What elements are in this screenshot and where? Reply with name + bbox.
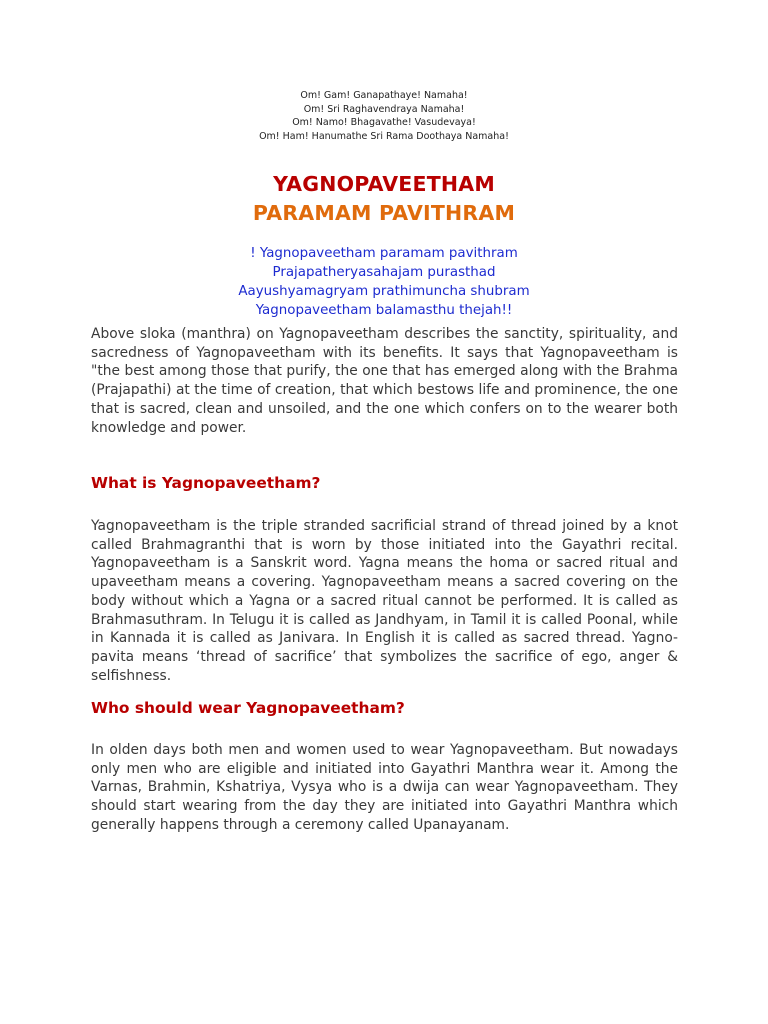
sloka-line: Yagnopaveetham balamasthu thejah!!: [255, 303, 513, 318]
section-heading-what-is: What is Yagnopaveetham?: [91, 474, 321, 492]
invocation-line: Om! Namo! Bhagavathe! Vasudevaya!: [292, 117, 476, 129]
sloka-line: Prajapatheryasahajam purasthad: [272, 265, 496, 280]
title-line-2: PARAMAM PAVITHRAM: [252, 201, 516, 225]
invocation-line: Om! Ham! Hanumathe Sri Rama Doothaya Namaha!: [259, 130, 509, 142]
section-body-who-should-wear: In olden days both men and women used to wear Yagnopaveetham. But nowadays only men who are eligible and initiated into Gayathri Manthra wear it. Among the Varnas, Brahmin, Kshatriya, Vysya who is a dwija can wear Yagnopaveetham. They should start wearing from the day they are initiated into Gayathri Manthra which generally happens through a ceremony called Upanayanam.: [91, 742, 678, 833]
section-heading-who-should-wear: Who should wear Yagnopaveetham?: [91, 699, 405, 717]
sloka-line: Aayushyamagryam prathimuncha shubram: [238, 284, 530, 299]
sloka-line: ! Yagnopaveetham paramam pavithram: [250, 246, 518, 261]
intro-paragraph: Above sloka (manthra) on Yagnopaveetham describes the sanctity, spirituality, and sacredness of Yagnopaveetham with its benefits. It says that Yagnopaveetham is "the best among those that purify, the one that has emerged along with the Brahma (Prajapathi) at the time of creation, that which bestows life and prominence, the one that is sacred, clean and unsoiled, and the one which confers on to the wearer both knowledge and power.: [91, 326, 678, 436]
invocation-block: [0, 89, 768, 143]
invocation-line: Om! Gam! Ganapathaye! Namaha!: [300, 90, 468, 101]
invocation-line: Om! Sri Raghavendraya Namaha!: [303, 103, 465, 115]
sloka-block: [0, 244, 768, 320]
section-body-what-is: Yagnopaveetham is the triple stranded sacrificial strand of thread joined by a knot called Brahmagranthi that is worn by those initiated into the Gayathri recital. Yagnopaveetham is a Sanskrit word. Yagna means the homa or sacred ritual and upaveetham means a covering. Yagnopaveetham means a sacred covering on the body without which a Yagna or a sacred ritual cannot be performed. It is called as Brahmasuthram. In Telugu it is called as Jandhyam, in Tamil it is called Poonal, while in Kannada it is called as Janivara. In English it is called as sacred thread. Yagno-pavita means ‘thread of sacrifice’ that symbolizes the sacrifice of ego, anger & selfishness.: [91, 518, 678, 684]
document-title: [0, 170, 768, 228]
title-line-1: YAGNOPAVEETHAM: [273, 172, 495, 196]
